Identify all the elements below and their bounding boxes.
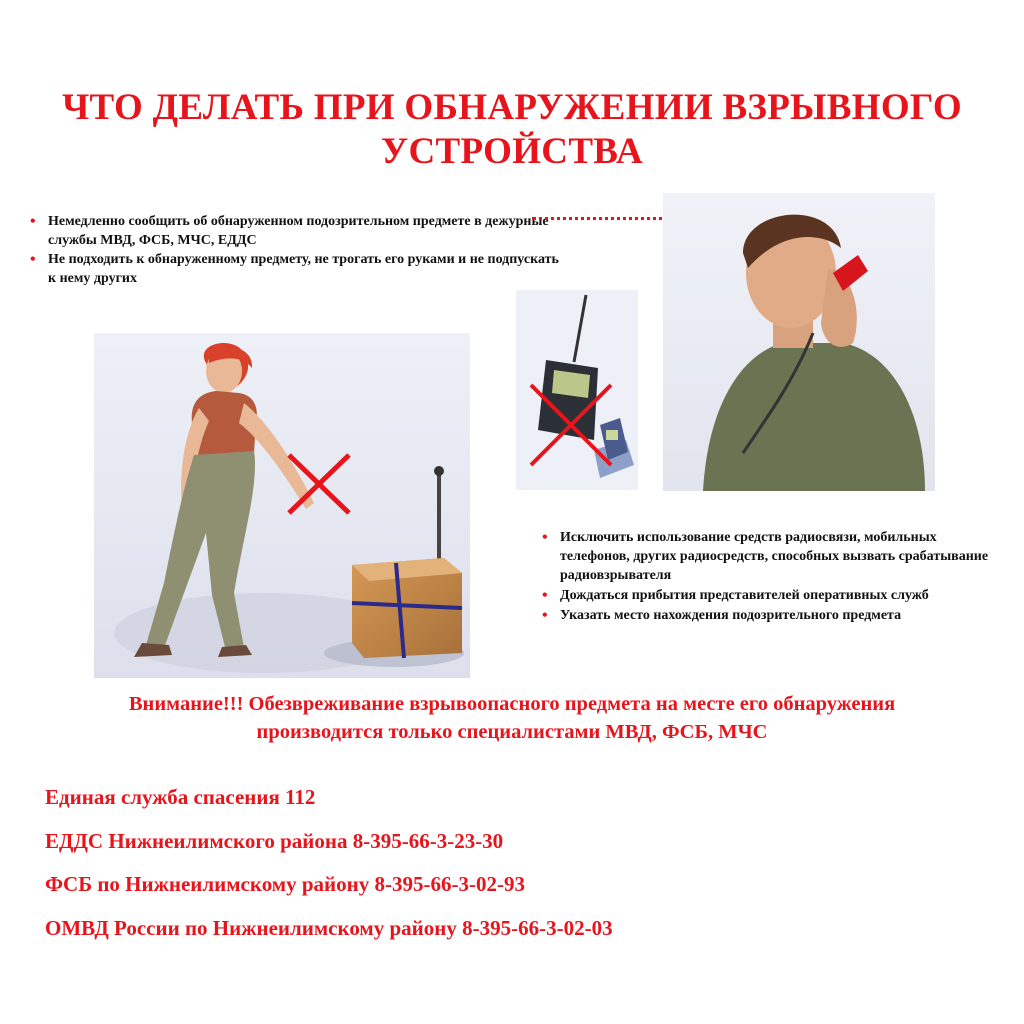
instruction-show-location: • Указать место нахождения подозрительного предмета bbox=[538, 606, 998, 625]
instruction-no-radio: • Исключить использование средств радиосвязи, мобильных телефонов, других радиосредств, способных вызвать срабатывание радиовзрывателя bbox=[538, 528, 998, 585]
contact-rescue-service: Единая служба спасения 112 bbox=[45, 785, 316, 809]
page-title-line-2: УСТРОЙСТВА bbox=[381, 131, 643, 172]
contacts-list bbox=[45, 783, 613, 957]
warning-line-2: производится только специалистами МВД, ФСБ, МЧС bbox=[256, 721, 768, 743]
instructions-right-list bbox=[538, 528, 998, 626]
page-title-line-1: ЧТО ДЕЛАТЬ ПРИ ОБНАРУЖЕНИИ ВЗРЫВНОГО bbox=[62, 87, 962, 128]
radio-phone-illustration bbox=[516, 290, 638, 490]
instructions-top-list bbox=[26, 212, 566, 288]
contact-fsb: ФСБ по Нижнеилимскому району 8-395-66-3-02-93 bbox=[45, 872, 525, 896]
instruction-wait-services: • Дождаться прибытия представителей оперативных служб bbox=[538, 586, 998, 605]
contact-edds: ЕДДС Нижнеилимского района 8-395-66-3-23-30 bbox=[45, 828, 504, 853]
man-calling-illustration bbox=[663, 193, 935, 491]
woman-package-illustration bbox=[94, 333, 470, 678]
instruction-report: • Немедленно сообщить об обнаруженном подозрительном предмете в дежурные службы МВД, ФСБ, МЧС, ЕДДС bbox=[26, 212, 566, 250]
warning-line-1: Внимание!!! Обезвреживание взрывоопасного предмета на месте его обнаружения bbox=[128, 693, 896, 715]
warning-text bbox=[0, 690, 1024, 746]
instruction-do-not-approach: • Не подходить к обнаруженному предмету, не трогать его руками и не подпускать к нему других bbox=[26, 250, 566, 288]
page-title bbox=[0, 86, 1024, 174]
contact-omvd: ОМВД России по Нижнеилимскому району 8-395-66-3-02-03 bbox=[45, 915, 613, 940]
